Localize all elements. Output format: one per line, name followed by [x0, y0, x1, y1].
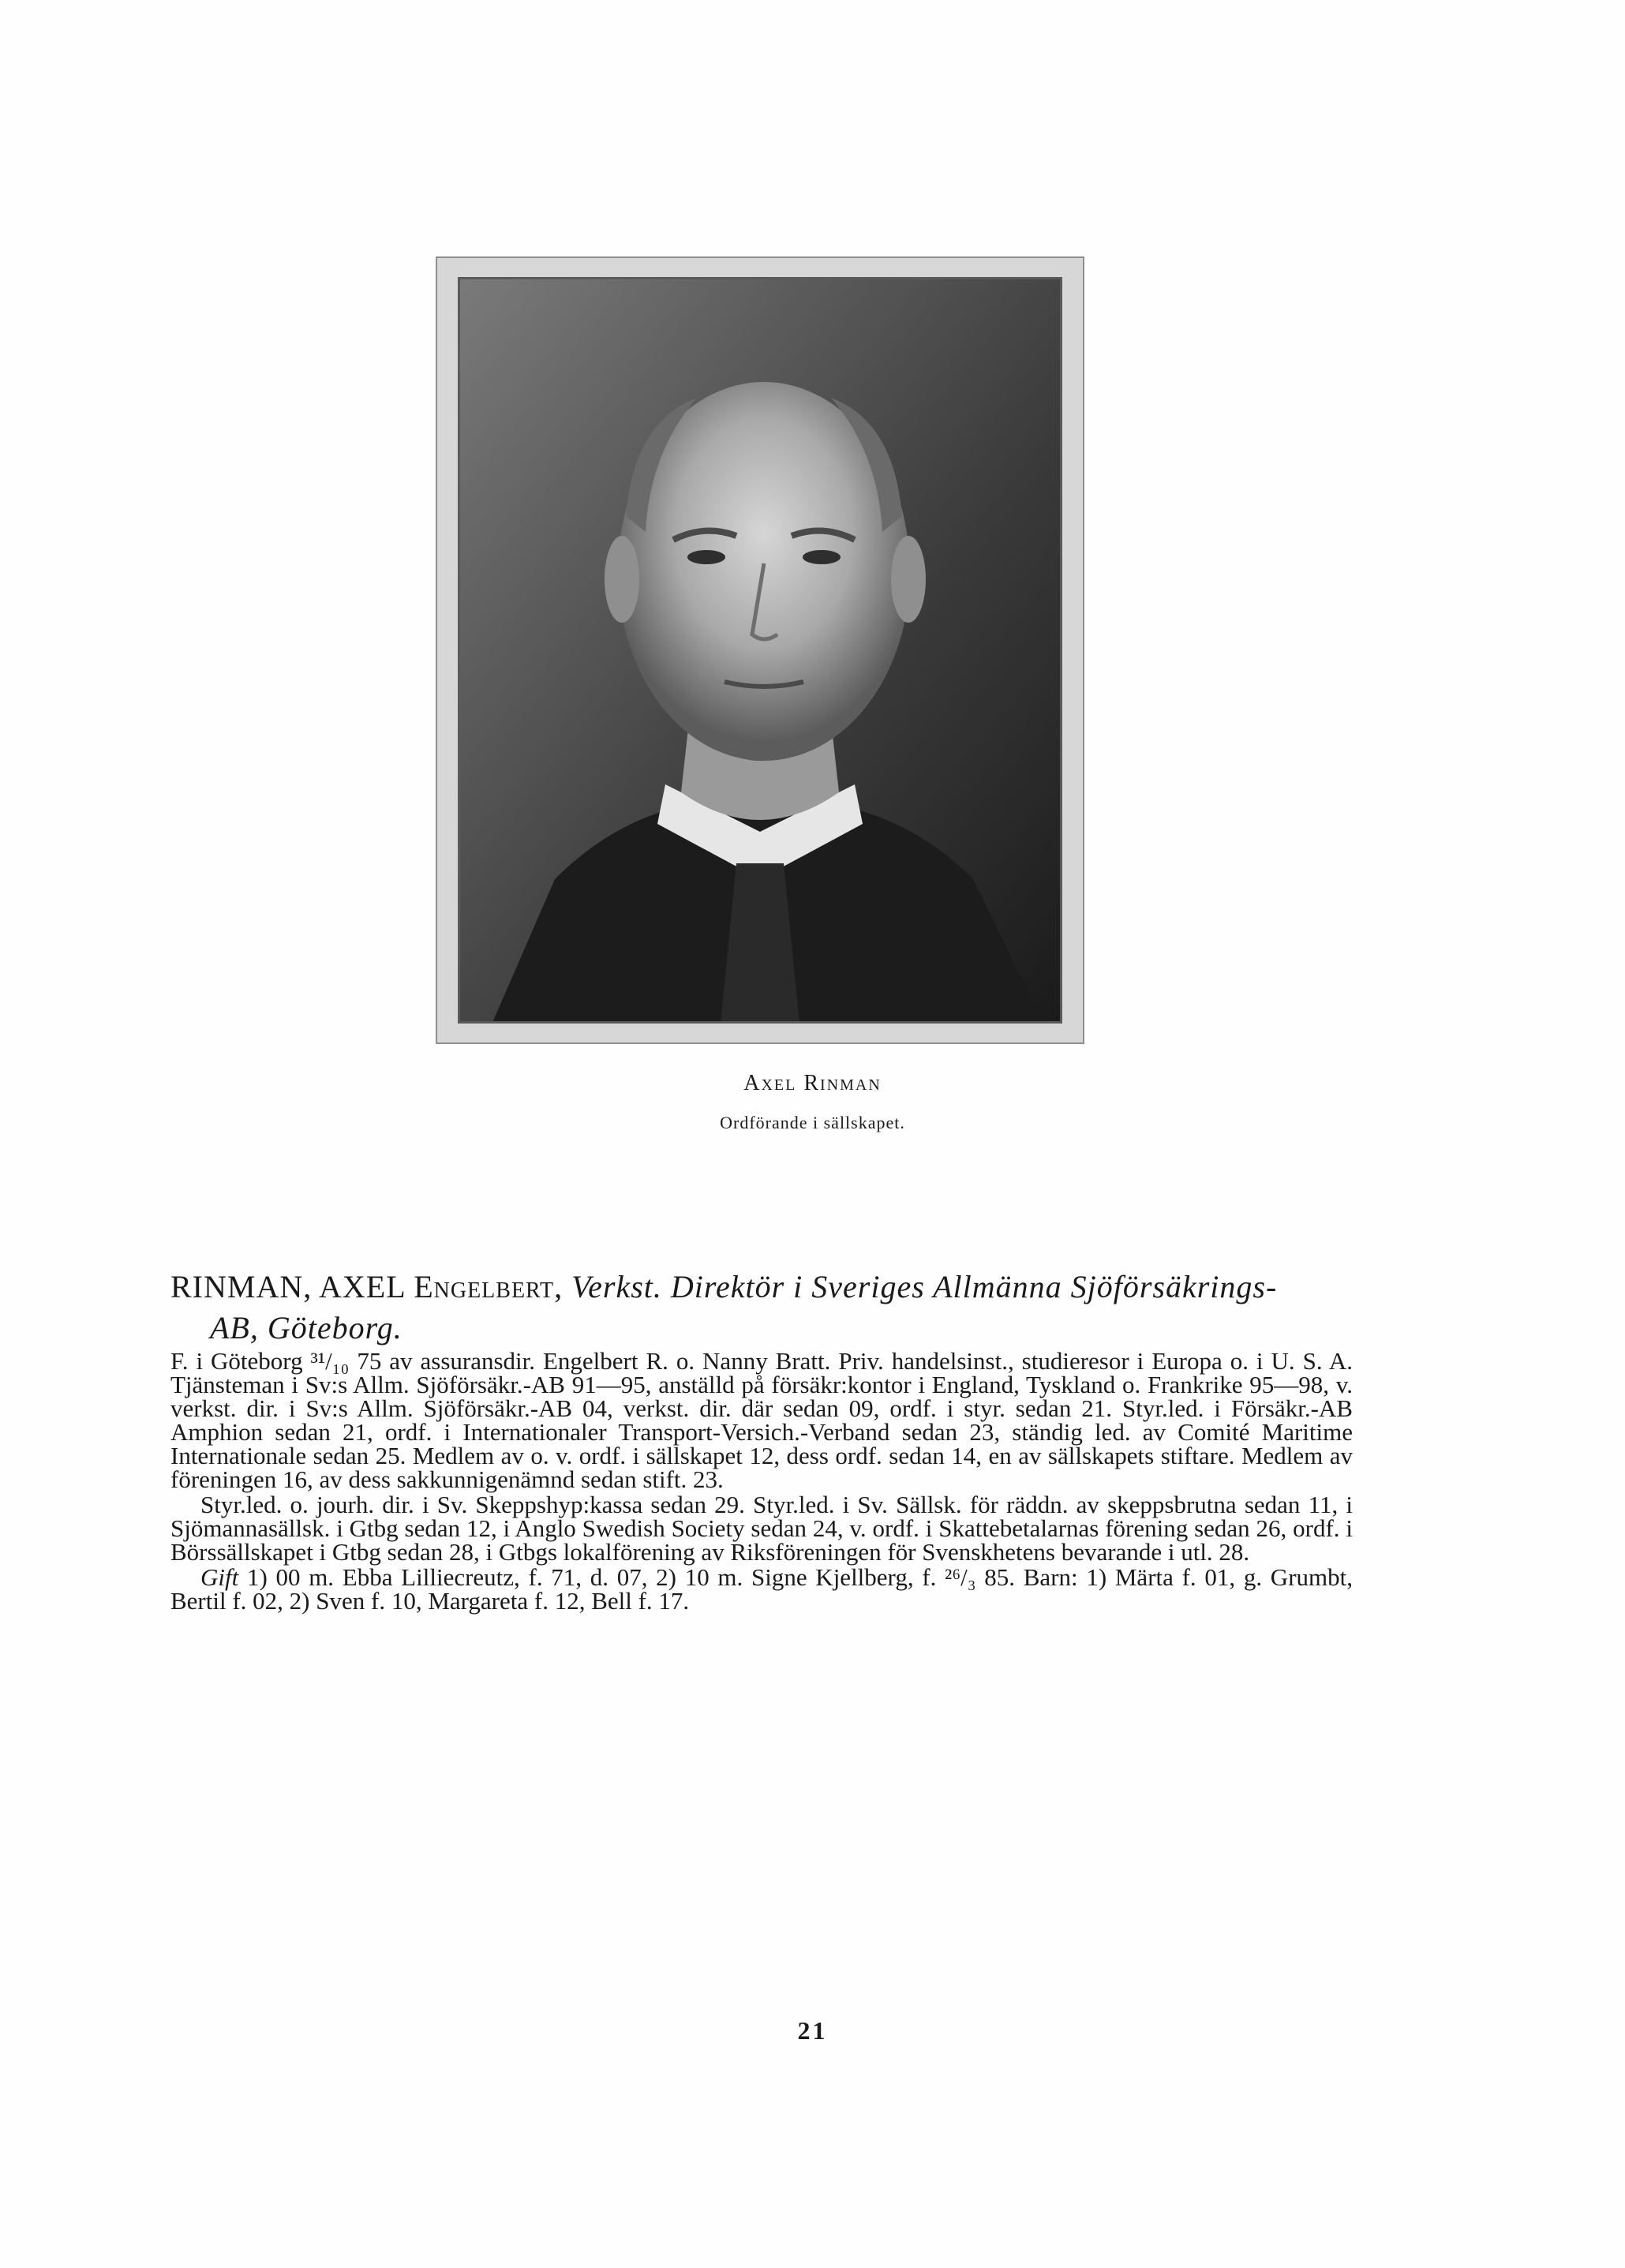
portrait-photo-icon [458, 277, 1062, 1024]
bio-paragraph-3-text: 1) 00 m. Ebba Lilliecreutz, f. 71, d. 07, 2) 10 m. Signe Kjellberg, f. ²⁶/₃ 85. Barn: 1) Märta f. 01, g. Grumbt, Bertil f. 02, 2) Sven f. 10, Margareta f. 12, Bell f. 17. [170, 1563, 1353, 1615]
portrait-plate [436, 256, 1084, 1044]
bio-gift-label: Gift [200, 1563, 239, 1591]
entry-surname-given: RINMAN, AXEL [170, 1269, 406, 1304]
entry-heading [170, 1267, 1378, 1349]
page-number: 21 [797, 2016, 828, 2045]
entry-title-line2: AB, Göteborg. [210, 1310, 403, 1345]
entry-middle-name: Engelbert, [414, 1269, 564, 1304]
portrait-caption-name: Axel Rinman [743, 1071, 882, 1095]
bio-paragraph-1: F. i Göteborg ³¹/₁₀ 75 av assuransdir. Engelbert R. o. Nanny Bratt. Priv. handelsinst., studieresor i Europa o. i U. S. A. Tjänsteman i Sv:s Allm. Sjöförsäkr.-AB 91—95, anställd på försäkr:kontor i England, Tyskland o. Frankrike 95—98, v. verkst. dir. i Sv:s Allm. Sjöförsäkr.-AB 04, verkst. dir. där sedan 09, ordf. i styr. sedan 21. Styr.led. i Försäkr.-AB Amphion sedan 21, ordf. i Internationaler Transport-Versich.-Verband sedan 23, ständig led. av Comité Maritime Internationale sedan 25. Medlem av o. v. ordf. i sällskapet 12, dess ordf. sedan 14, en av sällskapets stiftare. Medlem av föreningen 16, av dess sakkunnigenämnd sedan stift. 23. [170, 1347, 1353, 1493]
biography-text [170, 1349, 1353, 1615]
bio-paragraph-3 [170, 1563, 1353, 1615]
portrait-caption-role: Ordförande i sällskapet. [720, 1113, 905, 1132]
entry-title-line1: Verkst. Direktör i Sveriges Allmänna Sjöförsäkrings- [571, 1269, 1278, 1304]
bio-paragraph-2: Styr.led. o. jourh. dir. i Sv. Skeppshyp:kassa sedan 29. Styr.led. i Sv. Sällsk. för räddn. av skeppsbrutna sedan 11, i Sjömannasällsk. i Gtbg sedan 12, i Anglo Swedish Society sedan 24, v. ordf. i Skattebetalarnas förening sedan 26, ordf. i Börssällskapet i Gtbg sedan 28, i Gtbgs lokalförening av Riksföreningen för Svenskhetens bevarande i utl. 28. [170, 1491, 1353, 1566]
